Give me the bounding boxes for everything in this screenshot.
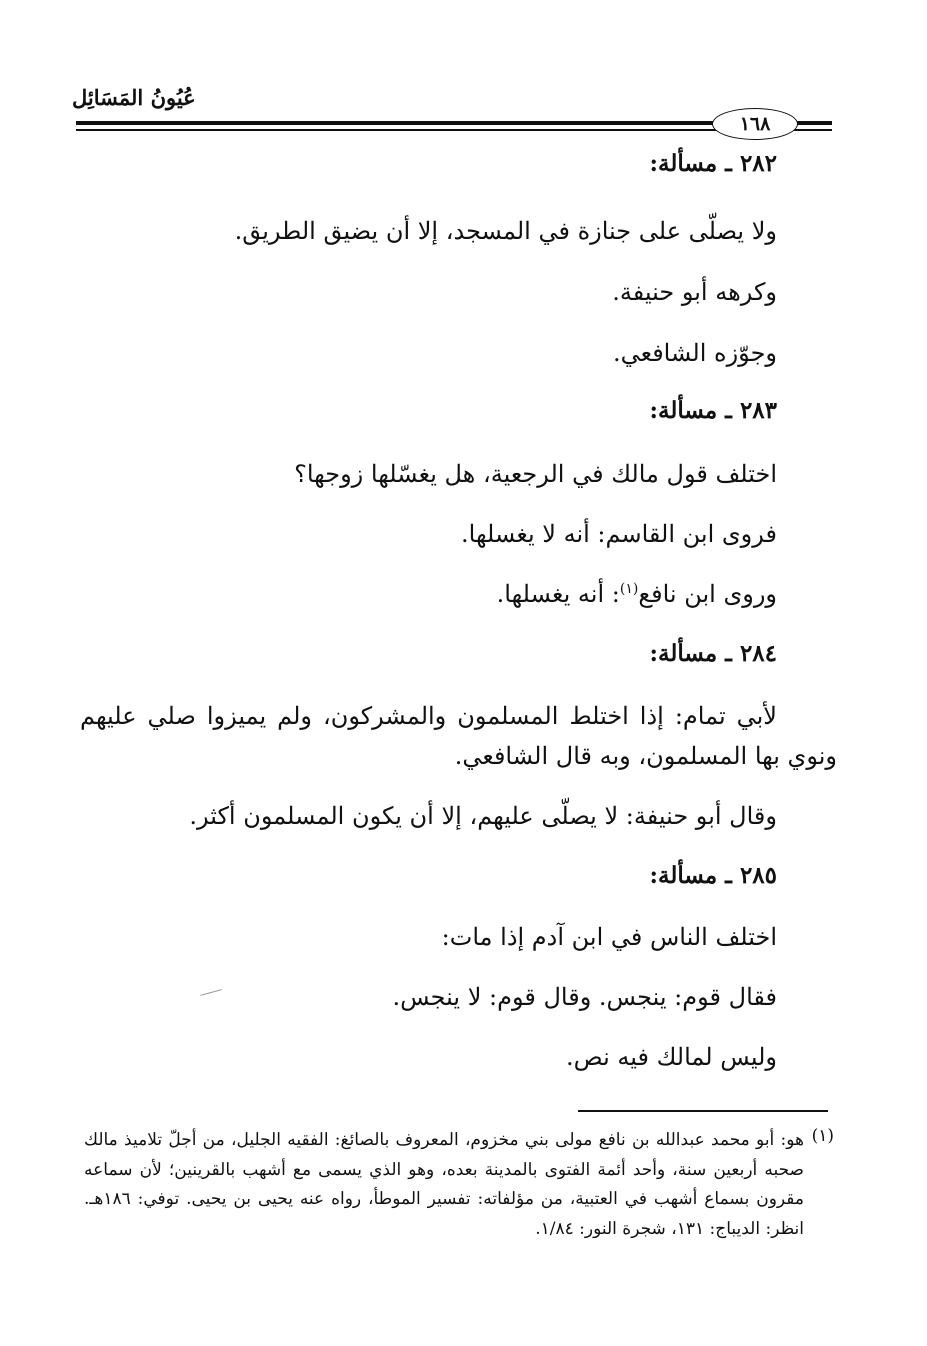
q283-line-1: اختلف قول مالك في الرجعية، هل يغسّلها زوجها؟: [294, 460, 777, 488]
q283-line-2: فروى ابن القاسم: أنه لا يغسلها.: [461, 520, 777, 548]
q283-line-3-part-a: وروى ابن نافع: [638, 580, 777, 608]
q284-line-2: وقال أبو حنيفة: لا يصلّى عليهم، إلا أن يكون المسلمون أكثر.: [189, 802, 777, 830]
footnote-reference[interactable]: (١): [619, 581, 639, 597]
q282-line-1: ولا يصلّى على جنازة في المسجد، إلا أن يضيق الطريق.: [234, 217, 777, 245]
q282-line-3: وجوّزه الشافعي.: [612, 339, 777, 367]
q283-line-3-part-b: : أنه يغسلها.: [496, 580, 620, 608]
q282-line-2: وكرهه أبو حنيفة.: [612, 278, 777, 306]
q285-line-1: اختلف الناس في ابن آدم إذا مات:: [441, 923, 777, 951]
q284-heading: ٢٨٤ ـ مسألة:: [649, 640, 777, 667]
page-number: [712, 108, 798, 140]
q284-paragraph-line-2: ونوي بها المسلمون، وبه قال الشافعي.: [454, 742, 837, 770]
q285-heading: ٢٨٥ ـ مسألة:: [649, 862, 777, 889]
footnote-separator: [578, 1110, 828, 1112]
stray-mark: [200, 989, 222, 996]
q285-line-3: وليس لمالك فيه نص.: [566, 1043, 777, 1071]
q283-line-3: [497, 580, 777, 608]
q285-line-2: فقال قوم: ينجس. وقال قوم: لا ينجس.: [392, 983, 777, 1011]
q284-paragraph-line-1: لأبي تمام: إذا اختلط المسلمون والمشركون، ولم يميزوا صلي عليهم: [80, 702, 777, 730]
q282-heading: ٢٨٢ ـ مسألة:: [649, 150, 777, 177]
footnote-text: هو: أبو محمد عبدالله بن نافع مولى بني مخزوم، المعروف بالصائغ: الفقيه الجليل، من أجلّ تلاميذ مالك صحبه أربعين سنة، وأحد أئمة الفتوى بالمدينة بعده، وهو الذي يسمى مع أشهب بالقرينين؛ لأن سماعه مقرون بسماع أشهب في العتبية، من مؤلفاته: تفسير الموطأ، رواه عنه يحيى بن يحيى. توفي: ١٨٦هـ. انظر: الديباج: ١٣١، شجرة النور: ١/٨٤.: [84, 1130, 804, 1239]
footnote-marker: (١): [811, 1126, 834, 1146]
q283-heading: ٢٨٣ ـ مسألة:: [649, 397, 777, 424]
book-title: عُيُونُ المَسَائِل: [72, 85, 196, 110]
page-number-text: ١٦٨: [739, 113, 771, 135]
